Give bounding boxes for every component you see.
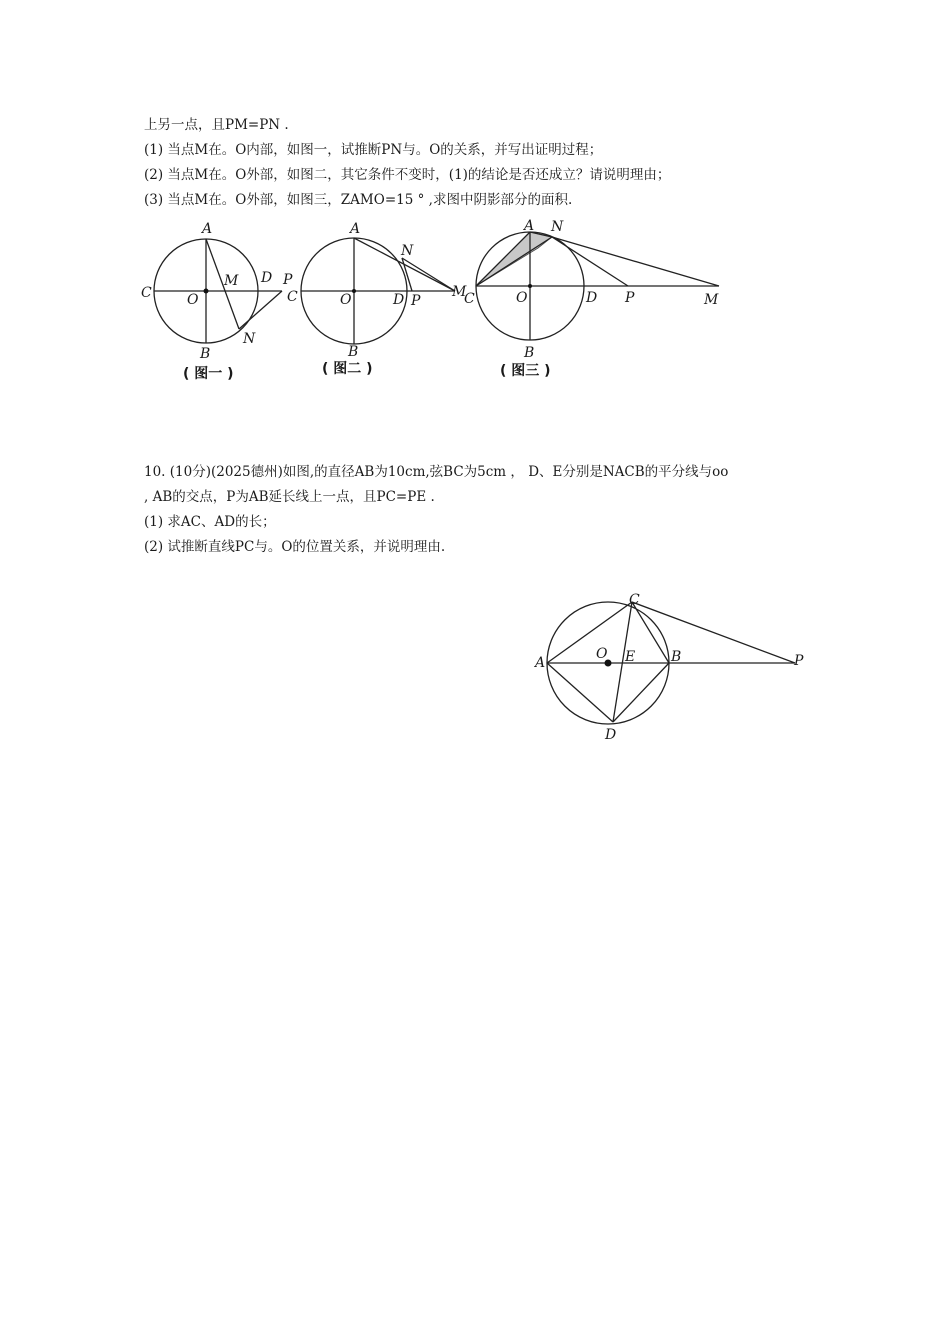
figure-problem10 (530, 588, 820, 748)
label-a: A (202, 221, 213, 237)
label-c: C (629, 592, 640, 608)
problem10-question-2: (2) 试推断直线PC与。O的位置关系，并说明理由. (144, 539, 446, 555)
segment-cn (476, 237, 552, 286)
figure-2 (284, 215, 474, 380)
segment-ca (476, 232, 530, 286)
figure-1 (140, 215, 300, 385)
label-m: M (452, 284, 467, 300)
problem10-statement: 10. (10分)(2025德州)如图,的直径AB为10cm,弦BC为5cm ， D、E分别是NACB的平分线与oo (144, 464, 729, 480)
label-p: P (411, 293, 421, 309)
segment-np (239, 291, 282, 329)
figure-2-caption: ( 图二 ) (322, 361, 373, 377)
label-n: N (401, 243, 414, 259)
label-o: O (516, 290, 528, 306)
problem9-question-3: (3) 当点M在。O外部，如图三，ZAMO=15 ° ,求图中阴影部分的面积. (144, 192, 573, 208)
problem9-continuation: 上另一点，且PM=PN . (144, 117, 289, 133)
figure-1-caption: ( 图一 ) (183, 366, 234, 382)
label-b: B (524, 345, 535, 361)
problem10-statement-cont: , AB的交点，P为AB延长线上一点，且PC=PE . (144, 489, 435, 505)
label-c: C (464, 291, 475, 307)
label-o: O (187, 292, 199, 308)
label-c: C (141, 285, 152, 301)
label-a: A (535, 655, 546, 671)
problem9-question-2: (2) 当点M在。O外部，如图二，其它条件不变时，(1)的结论是否还成立？请说明理由； (144, 167, 671, 183)
center-dot (204, 289, 209, 294)
center-dot (528, 284, 532, 288)
label-n: N (551, 219, 564, 235)
label-b: B (200, 346, 211, 362)
figure-3 (460, 212, 725, 382)
label-d: D (586, 290, 598, 306)
segment-np (552, 237, 628, 286)
label-a: A (524, 218, 535, 234)
label-p: P (794, 653, 804, 669)
center-dot (352, 289, 356, 293)
problem9-question-1: (1) 当点M在。O内部，如图一，试推断PN与。O的关系，并写出证明过程； (144, 142, 603, 158)
label-a: A (350, 221, 361, 237)
label-d: D (261, 270, 273, 286)
label-d: D (605, 727, 617, 743)
chord-ad (547, 663, 613, 722)
chord-ac (547, 602, 632, 663)
segment-nm (552, 237, 719, 286)
label-c: C (287, 289, 298, 305)
segment-cp (632, 602, 795, 663)
label-b: B (671, 649, 682, 665)
label-m: M (224, 273, 239, 289)
label-p: P (283, 272, 293, 288)
chord-cb (632, 602, 669, 663)
label-o: O (596, 646, 608, 662)
problem10-question-1: (1) 求AC、AD的长； (144, 514, 276, 530)
label-n: N (243, 331, 256, 347)
label-o: O (340, 292, 352, 308)
label-m: M (704, 292, 719, 308)
label-d: D (393, 292, 405, 308)
label-e: E (625, 649, 636, 665)
label-b: B (348, 344, 359, 360)
label-p: P (625, 290, 635, 306)
figure-3-caption: ( 图三 ) (500, 363, 551, 379)
